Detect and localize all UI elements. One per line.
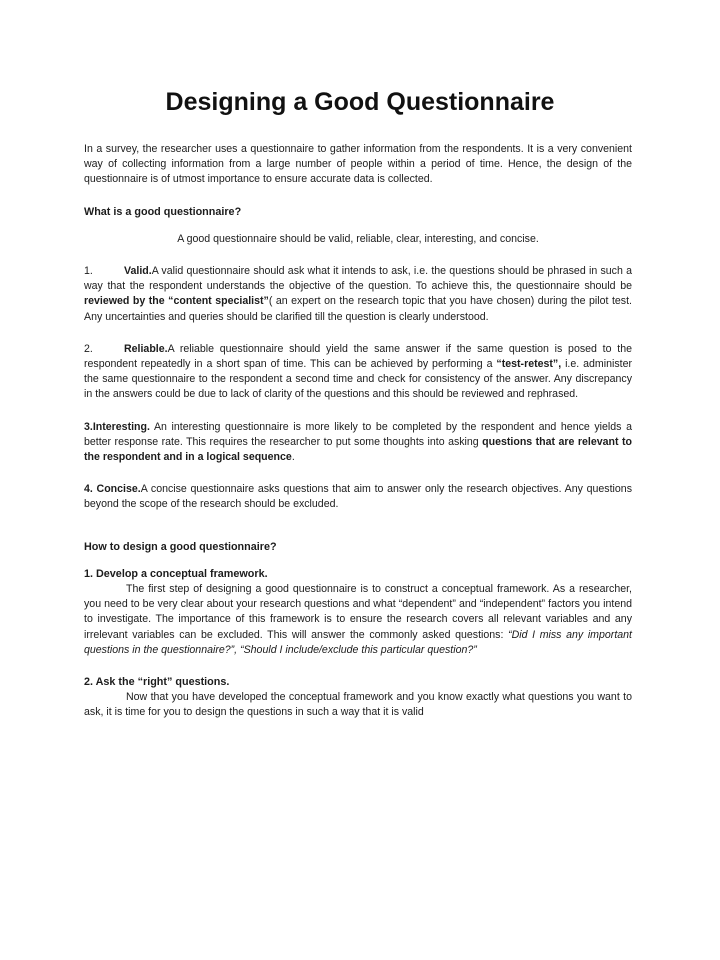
step-italic-questions: “Did I miss any important questions in the questionnaire?”, “Should I include/exclude this particular question?” — [84, 628, 632, 656]
item-term: 3.Interesting. — [84, 420, 150, 433]
item-emphasis: questions that are relevant to the respondent and in a logical sequence — [84, 435, 632, 464]
item-emphasis: reviewed by the “content specialist” — [84, 295, 269, 308]
step-text: The first step of designing a good questionnaire is to construct a conceptual framework. As a researcher, you need to be very clear about your research questions and what “dependent” and “independent” factors you intend to investigate. The importance of this framework is to ensure the research covers all relevant variables and any irrelevant variables can be excluded. This will answer the commonly asked questions: — [84, 583, 632, 641]
document-body — [84, 142, 632, 721]
item-text-tail: ( an expert on the research topic that you have chosen) during the pilot test. Any uncertainties and queries should be clarified till the question is clearly understood. — [84, 295, 632, 323]
step-heading-framework: 1. Develop a conceptual framework. — [84, 567, 268, 580]
item-emphasis: “test-retest”, — [496, 358, 562, 371]
item-text-tail: i.e. administer the same questionnaire to the respondent a second time and check for consistency of the answer. Any discrepancy in the answers could be due to lack of clarity of the questions and this should be reviewed and rephrased. — [84, 358, 632, 401]
item-term: Reliable. — [124, 342, 168, 355]
page-title: Designing a Good Questionnaire — [165, 88, 555, 116]
section-heading-what: What is a good questionnaire? — [84, 205, 242, 218]
item-interesting — [84, 420, 632, 466]
item-reliable — [84, 342, 632, 403]
item-text: A reliable questionnaire should yield the same answer if the same question is posed to the respondent repeatedly in a short span of time. This can be achieved by performing a — [84, 342, 632, 371]
item-number: 2. — [84, 342, 93, 355]
item-text: A valid questionnaire should ask what it intends to ask, i.e. the questions should be phrased in such a way that the respondent understands the objective of the question. To achieve this, the questionnaire should be — [84, 265, 632, 293]
item-valid — [84, 264, 632, 325]
step-paragraph-framework — [84, 582, 632, 658]
intro-paragraph: In a survey, the researcher uses a questionnaire to gather information from the respondents. It is a very convenient way of collecting information from a large number of people within a period of time. Hence, the design of the questionnaire is of utmost importance to ensure accurate data is collected. — [84, 143, 632, 186]
item-concise — [84, 482, 632, 512]
item-text: An interesting questionnaire is more likely to be completed by the respondent and hence yields a better response rate. This requires the researcher to put some thoughts into asking — [84, 420, 632, 448]
step-paragraph-right-questions: Now that you have developed the conceptual framework and you know exactly what questions you want to ask, it is time for you to design the questions in such a way that it is valid — [84, 691, 632, 719]
lead-sentence: A good questionnaire should be valid, reliable, clear, interesting, and concise. — [177, 232, 539, 245]
step-heading-right-questions: 2. Ask the “right” questions. — [84, 676, 230, 689]
item-text-tail: . — [291, 451, 295, 464]
item-number: 1. — [84, 265, 93, 278]
item-term: 4. Concise. — [84, 483, 141, 496]
section-heading-how: How to design a good questionnaire? — [84, 540, 277, 553]
item-term: Valid. — [124, 265, 152, 278]
item-text: A concise questionnaire asks questions that aim to answer only the research objectives. Any questions beyond the scope of the research should be excluded. — [84, 483, 632, 511]
